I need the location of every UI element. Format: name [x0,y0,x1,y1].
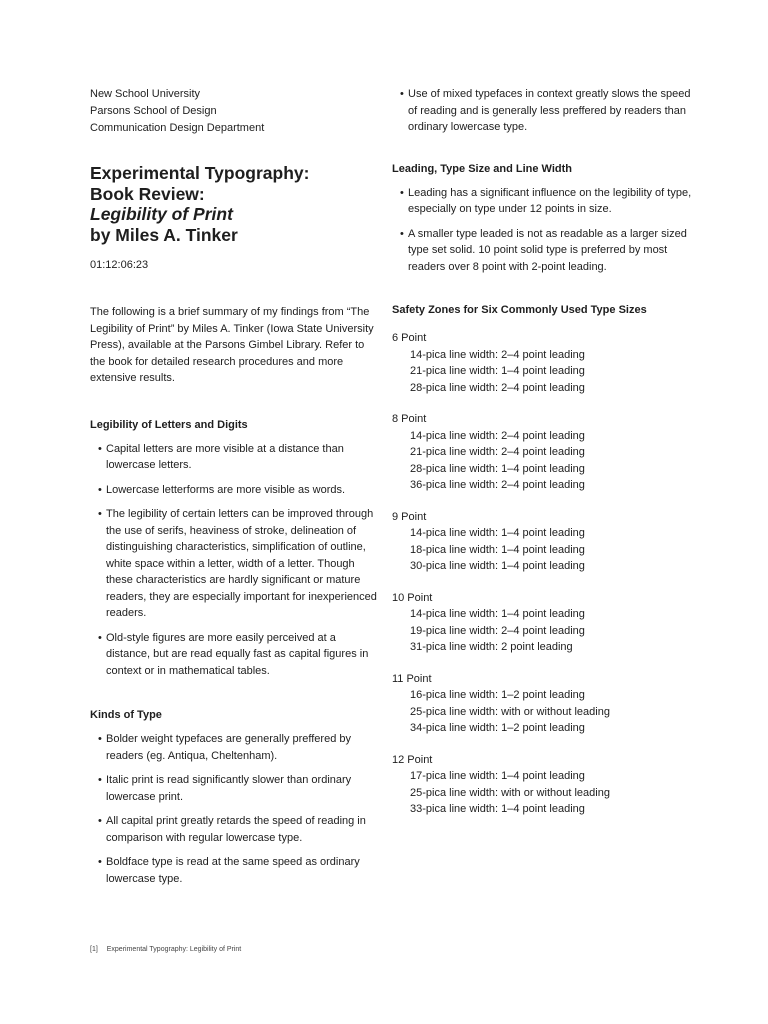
section-heading-leading: Leading, Type Size and Line Width [392,162,572,175]
book-title: Legibility of Print [90,204,233,224]
bullet-text: Use of mixed typefaces in context greatly slows the speed of reading and is generally less preffered by readers than ordinary lowercase type. [408,88,691,133]
bullet-icon: • [98,815,102,827]
bullet-item [392,185,692,218]
bullet-item [90,854,380,887]
zone-row: 31-pica line width: 2 point leading [410,641,573,653]
zone-point-size: 12 Point [392,753,433,766]
bullet-icon: • [98,631,102,644]
zone-row: 14-pica line width: 2–4 point leading [410,429,585,442]
zone-point-size: 6 Point [392,332,427,344]
bullet-text: Leading has a significant influence on the legibility of type, especially on type under 12 points in size. [408,186,692,215]
safety-zones-list [392,330,692,818]
bullet-icon: • [400,186,404,199]
page-footer [90,946,241,953]
book-author: by Miles A. Tinker [90,224,238,245]
zone-row: 14-pica line width: 1–4 point leading [410,527,585,539]
footer-text: Experimental Typography: Legibility of Print [106,946,242,953]
zone-point-size: 10 Point [392,591,433,604]
bullet-list-leading [392,185,692,276]
zone-row: 36-pica line width: 2–4 point leading [410,479,585,491]
safety-zone [392,752,692,818]
section-heading-safety-zones: Safety Zones for Six Commonly Used Type Sizes [392,304,647,316]
bullet-item [90,441,380,474]
bullet-text: The legibility of certain letters can be improved through the use of serifs, heaviness of stroke, delineation of distinguishing characteristics, simplification of outline, white space within a letter, width of a letter. Though these characteristics are hardly significant or mature readers, they are especially important for inexperienced readers. [106,508,377,619]
institution-block [90,86,380,137]
bullet-icon: • [98,774,102,786]
safety-zone [392,671,692,737]
bullet-icon: • [98,508,102,520]
zone-row: 34-pica line width: 1–2 point leading [410,722,585,734]
zone-point-size: 11 Point [392,672,432,685]
zone-row: 28-pica line width: 2–4 point leading [410,381,585,394]
section-heading-kinds: Kinds of Type [90,709,162,721]
zone-row: 25-pica line width: with or without leading [410,705,610,718]
section-heading-letters: Legibility of Letters and Digits [90,418,248,431]
institution-name: New School University [90,88,201,100]
zone-row: 14-pica line width: 1–4 point leading [410,608,585,620]
bullet-text: Old-style figures are more easily perceived at a distance, but are read equally fast as capital figures in context or in mathematical tables. [106,631,369,677]
zone-row: 21-pica line width: 1–4 point leading [410,365,585,377]
document-date: 01:12:06:23 [90,259,149,271]
bullet-list-kinds [90,731,380,887]
safety-zone [392,509,692,575]
zone-row: 17-pica line width: 1–4 point leading [410,770,585,782]
safety-zone [392,590,692,656]
zone-row: 28-pica line width: 1–4 point leading [410,462,585,475]
title-line-2: Book Review: [90,183,205,204]
bullet-list-kinds-continued [392,86,692,136]
bullet-item [90,482,380,499]
bullet-text: Boldface type is read at the same speed as ordinary lowercase type. [106,856,360,885]
bullet-icon: • [98,442,102,455]
bullet-item [90,506,380,622]
intro-paragraph: The following is a brief summary of my findings from “The Legibility of Print” by Miles A. Tinker (Iowa State University Press), available at the Parsons Gimbel Library. Refer to the book for detailed research procedures and more extensive results. [90,306,374,384]
zone-row: 21-pica line width: 2–4 point leading [410,446,585,458]
zone-row: 16-pica line width: 1–2 point leading [410,689,585,701]
page-number: [1] [90,946,98,953]
document-title [90,163,380,245]
left-column [90,86,380,895]
bullet-icon: • [98,483,102,496]
bullet-text: Capital letters are more visible at a distance than lowercase letters. [106,442,344,471]
zone-row: 30-pica line width: 1–4 point leading [410,560,585,572]
bullet-text: Bolder weight typefaces are generally preffered by readers (eg. Antiqua, Cheltenham). [106,733,351,762]
bullet-item [90,731,380,764]
bullet-item [392,226,692,276]
bullet-item [90,813,380,846]
right-column [392,86,692,833]
zone-point-size: 9 Point [392,510,427,523]
bullet-icon: • [400,227,404,240]
bullet-item [90,630,380,680]
safety-zone [392,330,692,396]
bullet-text: Italic print is read significantly slower than ordinary lowercase print. [106,774,352,803]
bullet-text: Lowercase letterforms are more visible as words. [106,483,346,496]
department-name: Communication Design Department [90,122,265,134]
zone-row: 33-pica line width: 1–4 point leading [410,803,585,815]
bullet-icon: • [98,856,102,868]
bullet-list-letters [90,441,380,680]
bullet-icon: • [400,88,404,100]
bullet-text: All capital print greatly retards the speed of reading in comparison with regular lowercase type. [106,815,366,844]
zone-point-size: 8 Point [392,413,427,425]
bullet-item [90,772,380,805]
zone-row: 19-pica line width: 2–4 point leading [410,624,585,637]
bullet-icon: • [98,733,102,745]
zone-row: 25-pica line width: with or without leading [410,786,610,799]
bullet-text: A smaller type leaded is not as readable as a larger sized type set solid. 10 point solid type is preferred by most readers over 8 point with 2-point leading. [408,227,687,273]
safety-zone [392,411,692,494]
zone-row: 14-pica line width: 2–4 point leading [410,348,585,361]
bullet-item [392,86,692,136]
school-name: Parsons School of Design [90,105,217,117]
title-line-1: Experimental Typography: [90,163,310,183]
zone-row: 18-pica line width: 1–4 point leading [410,543,585,556]
